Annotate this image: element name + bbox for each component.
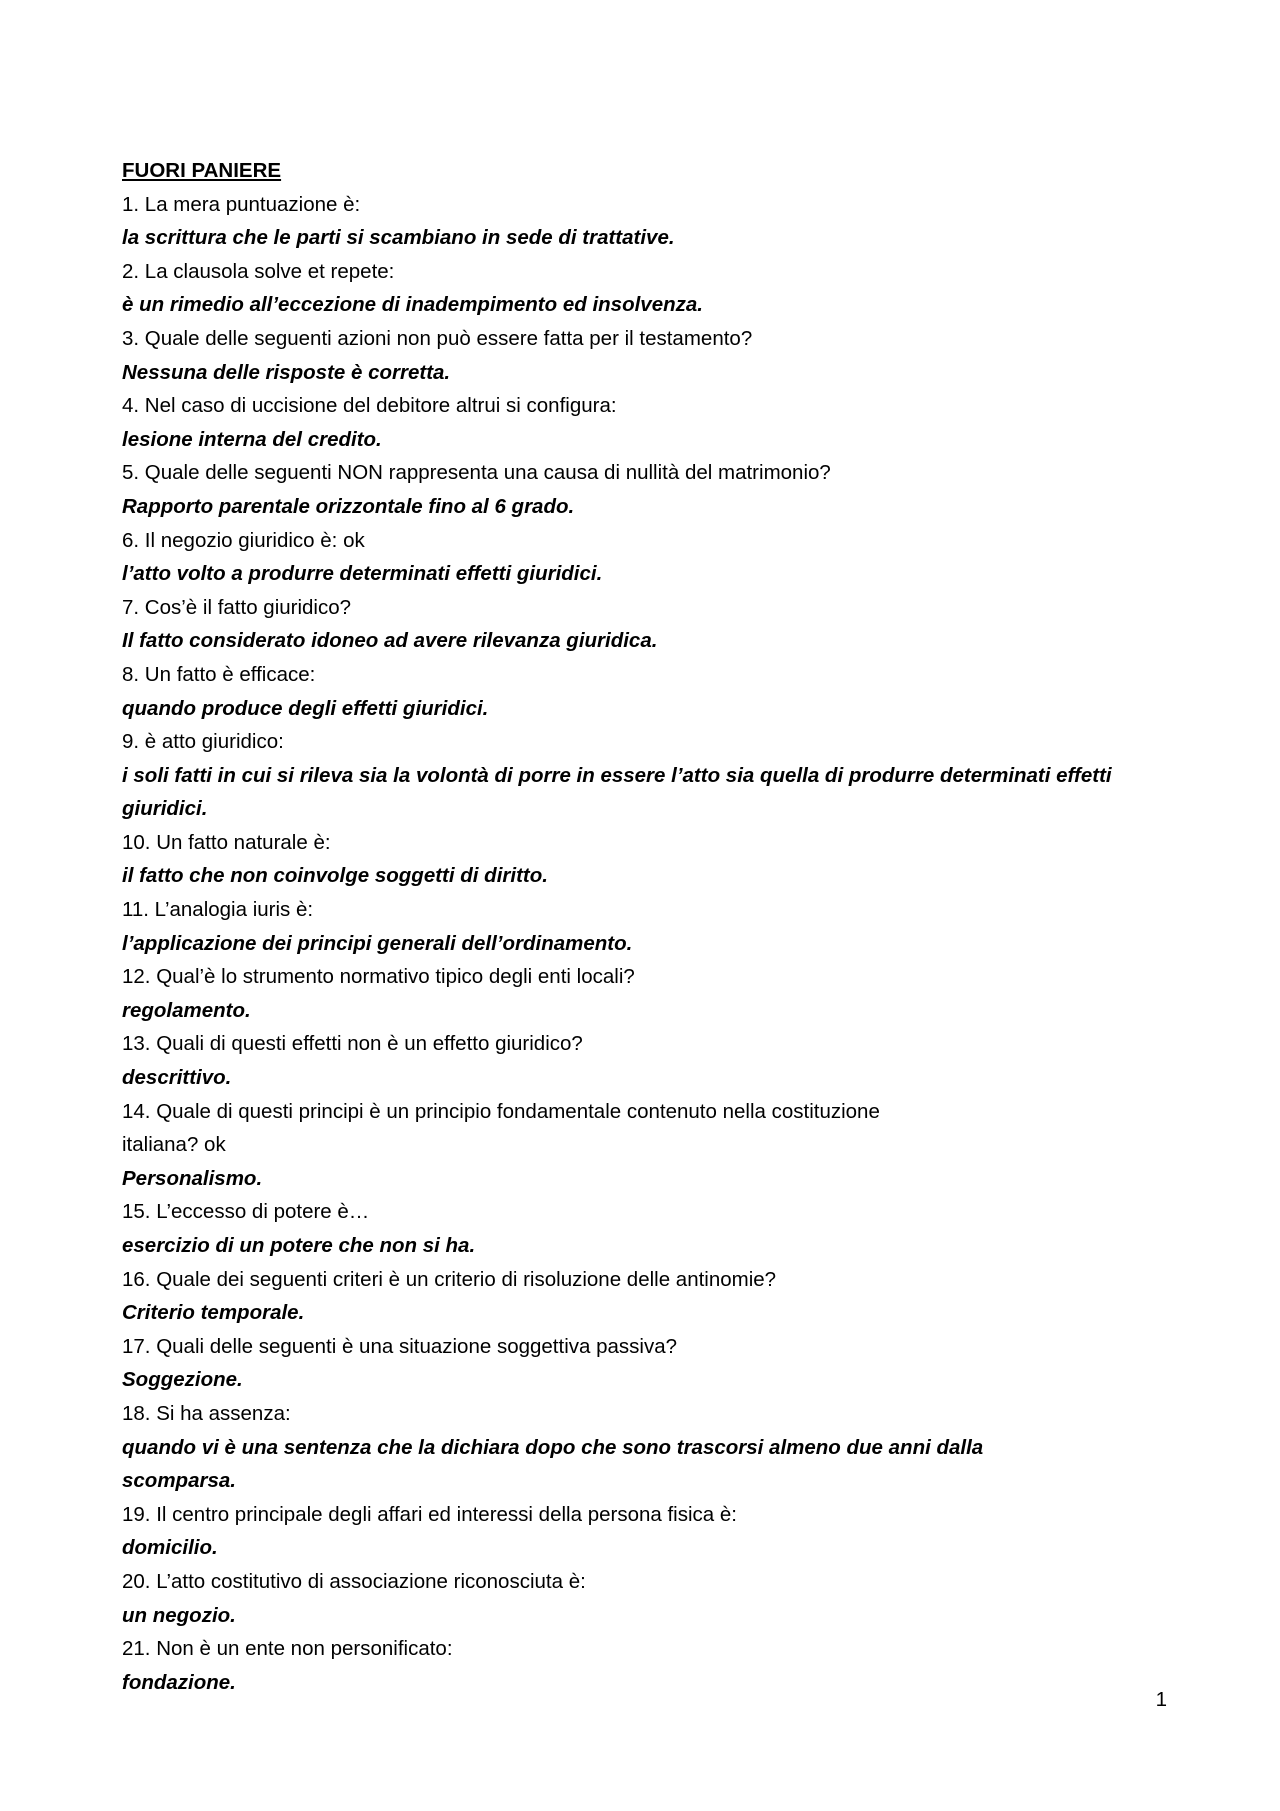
answer-text: regolamento. — [122, 998, 251, 1022]
answer-text: quando produce degli effetti giuridici. — [122, 696, 489, 720]
question-text: 15. L’eccesso di potere è… — [122, 1200, 370, 1224]
answer-text: l’applicazione dei principi generali dell’ordinamento. — [122, 931, 633, 955]
question-text: 14. Quale di questi principi è un principio fondamentale contenuto nella costituzione — [122, 1099, 880, 1123]
answer-text: lesione interna del credito. — [122, 427, 382, 451]
question-text: 1. La mera puntuazione è: — [122, 192, 361, 216]
question-text: 20. L’atto costitutivo di associazione riconosciuta è: — [122, 1569, 586, 1593]
answer-text: esercizio di un potere che non si ha. — [122, 1234, 476, 1257]
answer-text: i soli fatti in cui si rileva sia la volontà di porre in essere l’atto sia quella di produrre determinati effetti — [122, 763, 1112, 787]
answer-text: domicilio. — [122, 1536, 218, 1560]
answer-text: Il fatto considerato idoneo ad avere rilevanza giuridica. — [122, 629, 658, 653]
question-text: 4. Nel caso di uccisione del debitore altrui si configura: — [122, 394, 617, 418]
question-text: 10. Un fatto naturale è: — [122, 830, 331, 854]
question-text: italiana? ok — [122, 1133, 226, 1157]
answer-text: quando vi è una sentenza che la dichiara dopo che sono trascorsi almeno due anni dalla — [122, 1435, 984, 1459]
answer-text: la scrittura che le parti si scambiano in sede di trattative. — [122, 226, 675, 250]
answer-text: un negozio. — [122, 1603, 236, 1627]
question-text: 7. Cos’è il fatto giuridico? — [122, 595, 352, 619]
question-text: 21. Non è un ente non personificato: — [122, 1637, 453, 1661]
answer-text: Personalismo. — [122, 1166, 263, 1190]
answer-text: l’atto volto a produrre determinati effetti giuridici. — [122, 562, 603, 586]
answer-text: scomparsa. — [122, 1469, 236, 1493]
answer-text: è un rimedio all’eccezione di inadempimento ed insolvenza. — [122, 293, 703, 317]
question-text: 5. Quale delle seguenti NON rappresenta una causa di nullità del matrimonio? — [122, 461, 831, 485]
answer-text: Nessuna delle risposte è corretta. — [122, 360, 451, 384]
answer-text: il fatto che non coinvolge soggetti di diritto. — [122, 864, 548, 888]
answer-text: descrittivo. — [122, 1066, 232, 1090]
answer-text: fondazione. — [122, 1670, 236, 1694]
question-text: 2. La clausola solve et repete: — [122, 259, 395, 283]
answer-text: giuridici. — [122, 797, 208, 821]
question-text: 16. Quale dei seguenti criteri è un criterio di risoluzione delle antinomie? — [122, 1267, 777, 1291]
question-text: 3. Quale delle seguenti azioni non può essere fatta per il testamento? — [122, 326, 753, 350]
page-number: 1 — [1155, 1688, 1167, 1711]
question-text: 9. è atto giuridico: — [122, 730, 284, 754]
question-text: 8. Un fatto è efficace: — [122, 662, 316, 686]
question-text: 6. Il negozio giuridico è: ok — [122, 528, 365, 552]
question-text: 11. L’analogia iuris è: — [122, 898, 314, 922]
question-answer-list — [122, 188, 1132, 1700]
answer-text: Criterio temporale. — [122, 1301, 305, 1325]
answer-text: Rapporto parentale orizzontale fino al 6 grado. — [122, 494, 575, 518]
answer-text: Soggezione. — [122, 1368, 243, 1392]
question-text: 18. Si ha assenza: — [122, 1401, 291, 1425]
question-text: 13. Quali di questi effetti non è un effetto giuridico? — [122, 1032, 583, 1056]
question-text: 12. Qual’è lo strumento normativo tipico degli enti locali? — [122, 965, 635, 989]
question-text: 17. Quali delle seguenti è una situazione soggettiva passiva? — [122, 1334, 678, 1358]
document-title: FUORI PANIERE — [122, 159, 282, 182]
document-body — [122, 154, 1132, 1699]
question-text: 19. Il centro principale degli affari ed interessi della persona fisica è: — [122, 1502, 737, 1526]
